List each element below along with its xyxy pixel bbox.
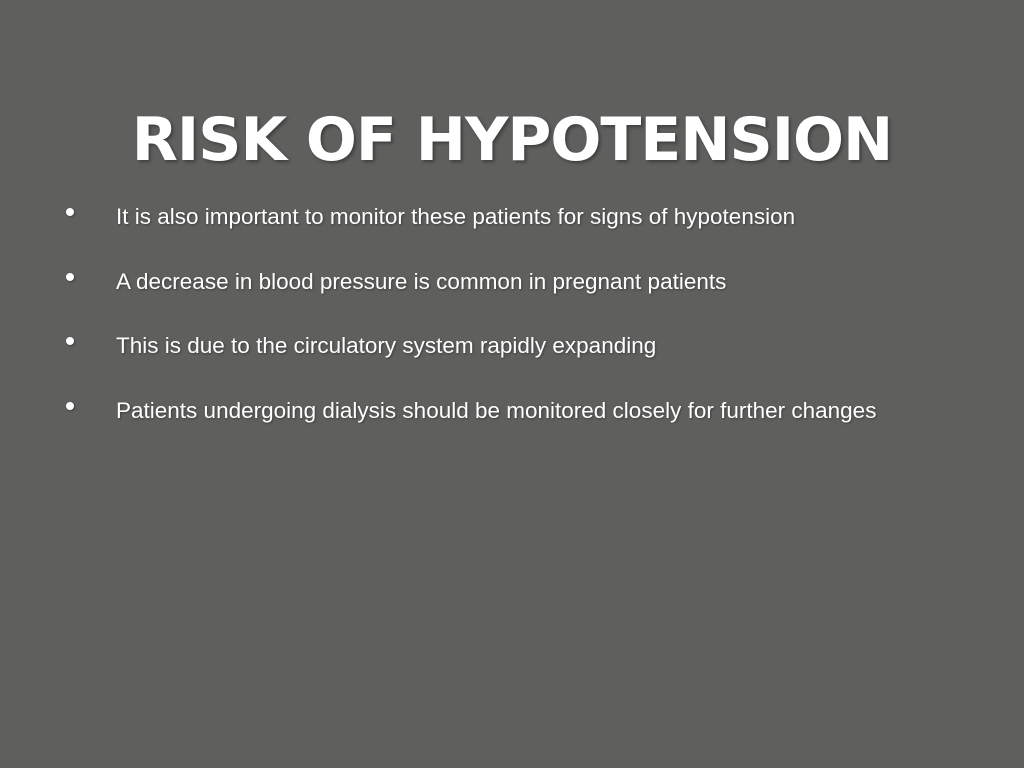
bullet-text: It is also important to monitor these patients for signs of hypotension (116, 204, 796, 229)
bullet-list (60, 199, 1010, 457)
bullet-text: This is due to the circulatory system rapidly expanding (116, 333, 657, 358)
bullet-item (60, 393, 1010, 458)
bullet-point-icon (66, 337, 74, 345)
slide-title: RISK OF HYPOTENSION (131, 105, 893, 176)
bullet-text: A decrease in blood pressure is common in pregnant patients (116, 268, 727, 294)
bullet-item (60, 328, 1010, 393)
bullet-text: Patients undergoing dialysis should be monitored closely for further changes (116, 397, 877, 423)
bullet-item (60, 199, 1010, 264)
bullet-item (60, 264, 1010, 329)
bullet-point-icon (66, 273, 74, 281)
bullet-point-icon (66, 208, 74, 216)
bullet-point-icon (66, 402, 74, 410)
